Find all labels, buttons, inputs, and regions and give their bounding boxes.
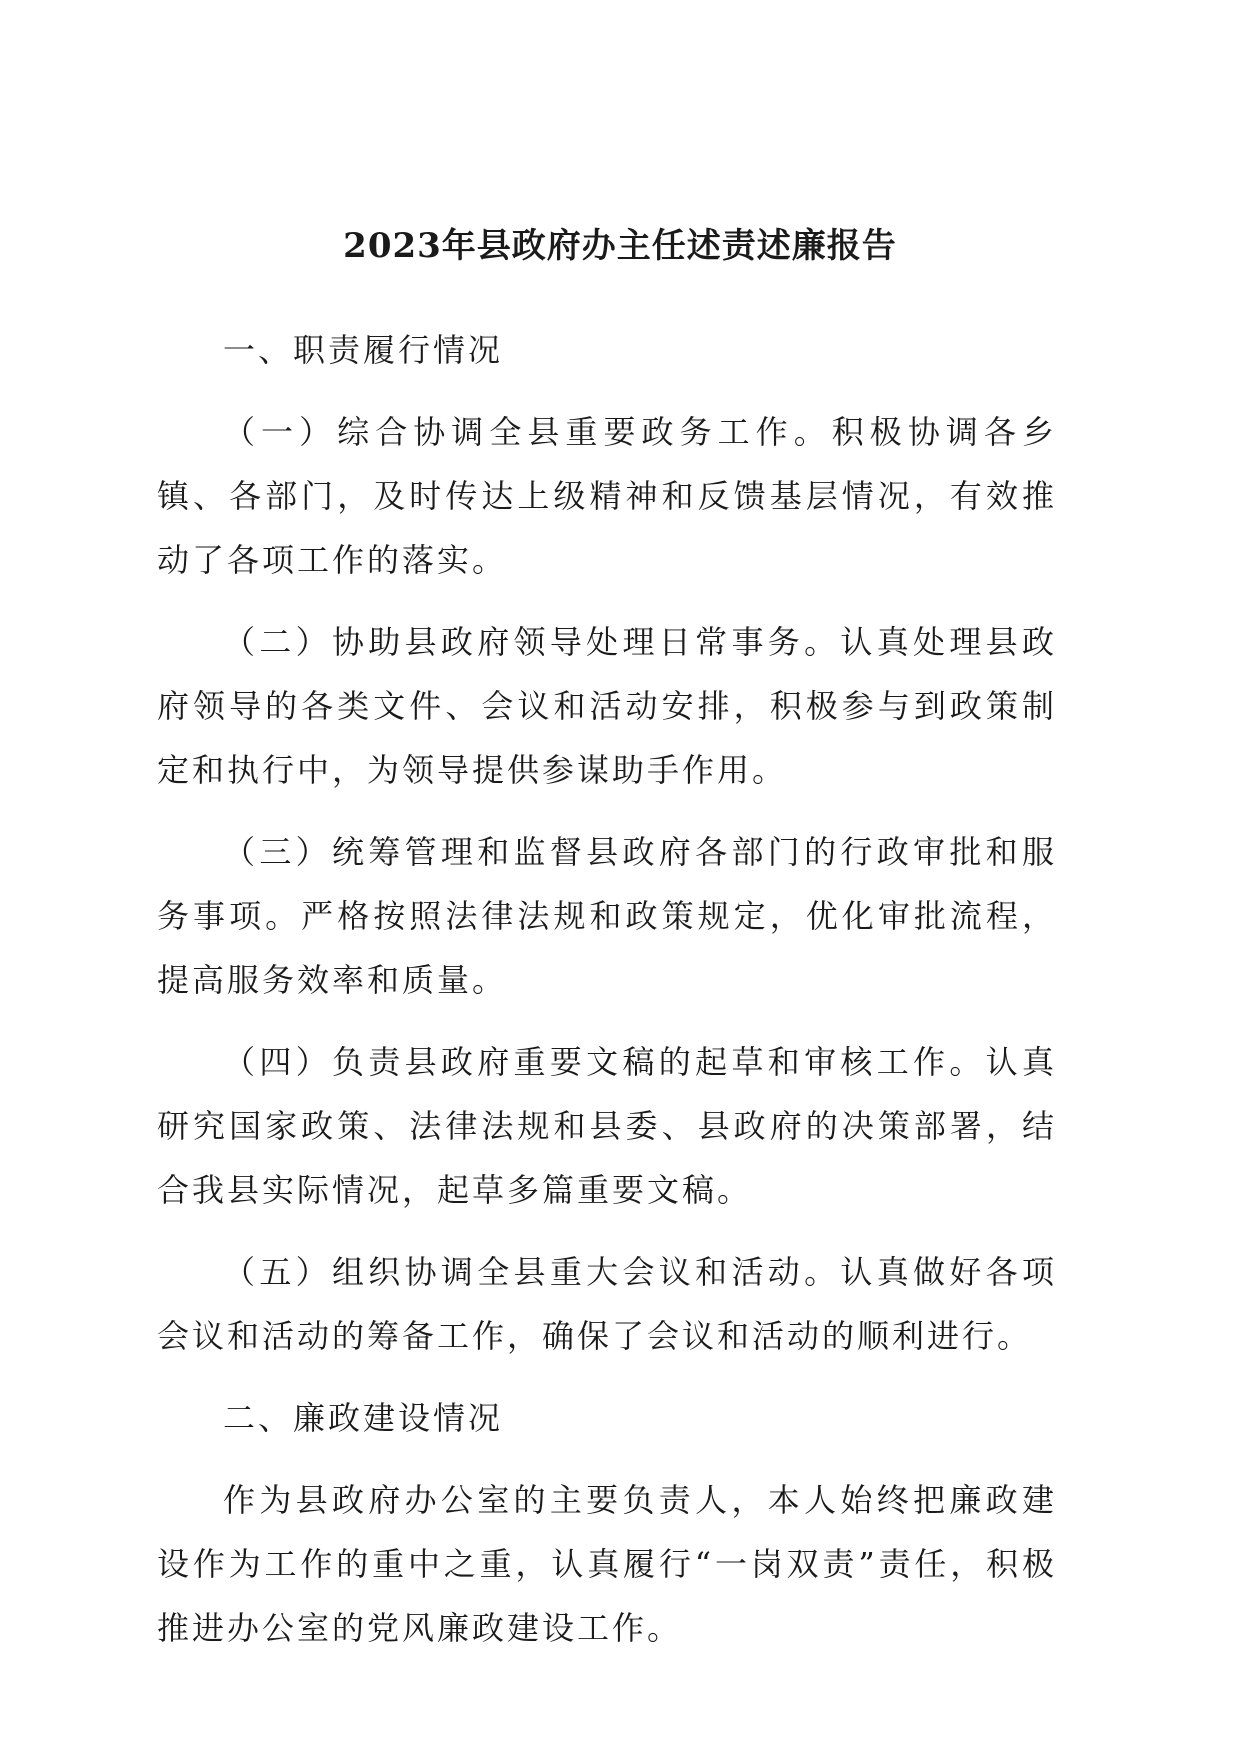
paragraph-item-1: （一）综合协调全县重要政务工作。积极协调各乡镇、各部门，及时传达上级精神和反馈基层情况，有效推动了各项工作的落实。	[157, 413, 1057, 579]
document-body	[157, 318, 1057, 1678]
paragraph-item-5: （五）组织协调全县重大会议和活动。认真做好各项会议和活动的筹备工作，确保了会议和活动的顺利进行。	[157, 1253, 1057, 1355]
paragraph-item-3: （三）统筹管理和监督县政府各部门的行政审批和服务事项。严格按照法律法规和政策规定，优化审批流程，提高服务效率和质量。	[157, 833, 1057, 999]
document-title: 2023年县政府办主任述责述廉报告	[343, 226, 897, 266]
paragraph-integrity: 作为县政府办公室的主要负责人，本人始终把廉政建设作为工作的重中之重，认真履行“一岗双责”责任，积极推进办公室的党风廉政建设工作。	[157, 1481, 1057, 1647]
paragraph-item-4: （四）负责县政府重要文稿的起草和审核工作。认真研究国家政策、法律法规和县委、县政府的决策部署，结合我县实际情况，起草多篇重要文稿。	[157, 1043, 1057, 1209]
section-heading-integrity: 二、廉政建设情况	[223, 1399, 504, 1437]
paragraph-item-2: （二）协助县政府领导处理日常事务。认真处理县政府领导的各类文件、会议和活动安排，积极参与到政策制定和执行中，为领导提供参谋助手作用。	[157, 623, 1057, 789]
section-heading-duties: 一、职责履行情况	[223, 331, 504, 369]
